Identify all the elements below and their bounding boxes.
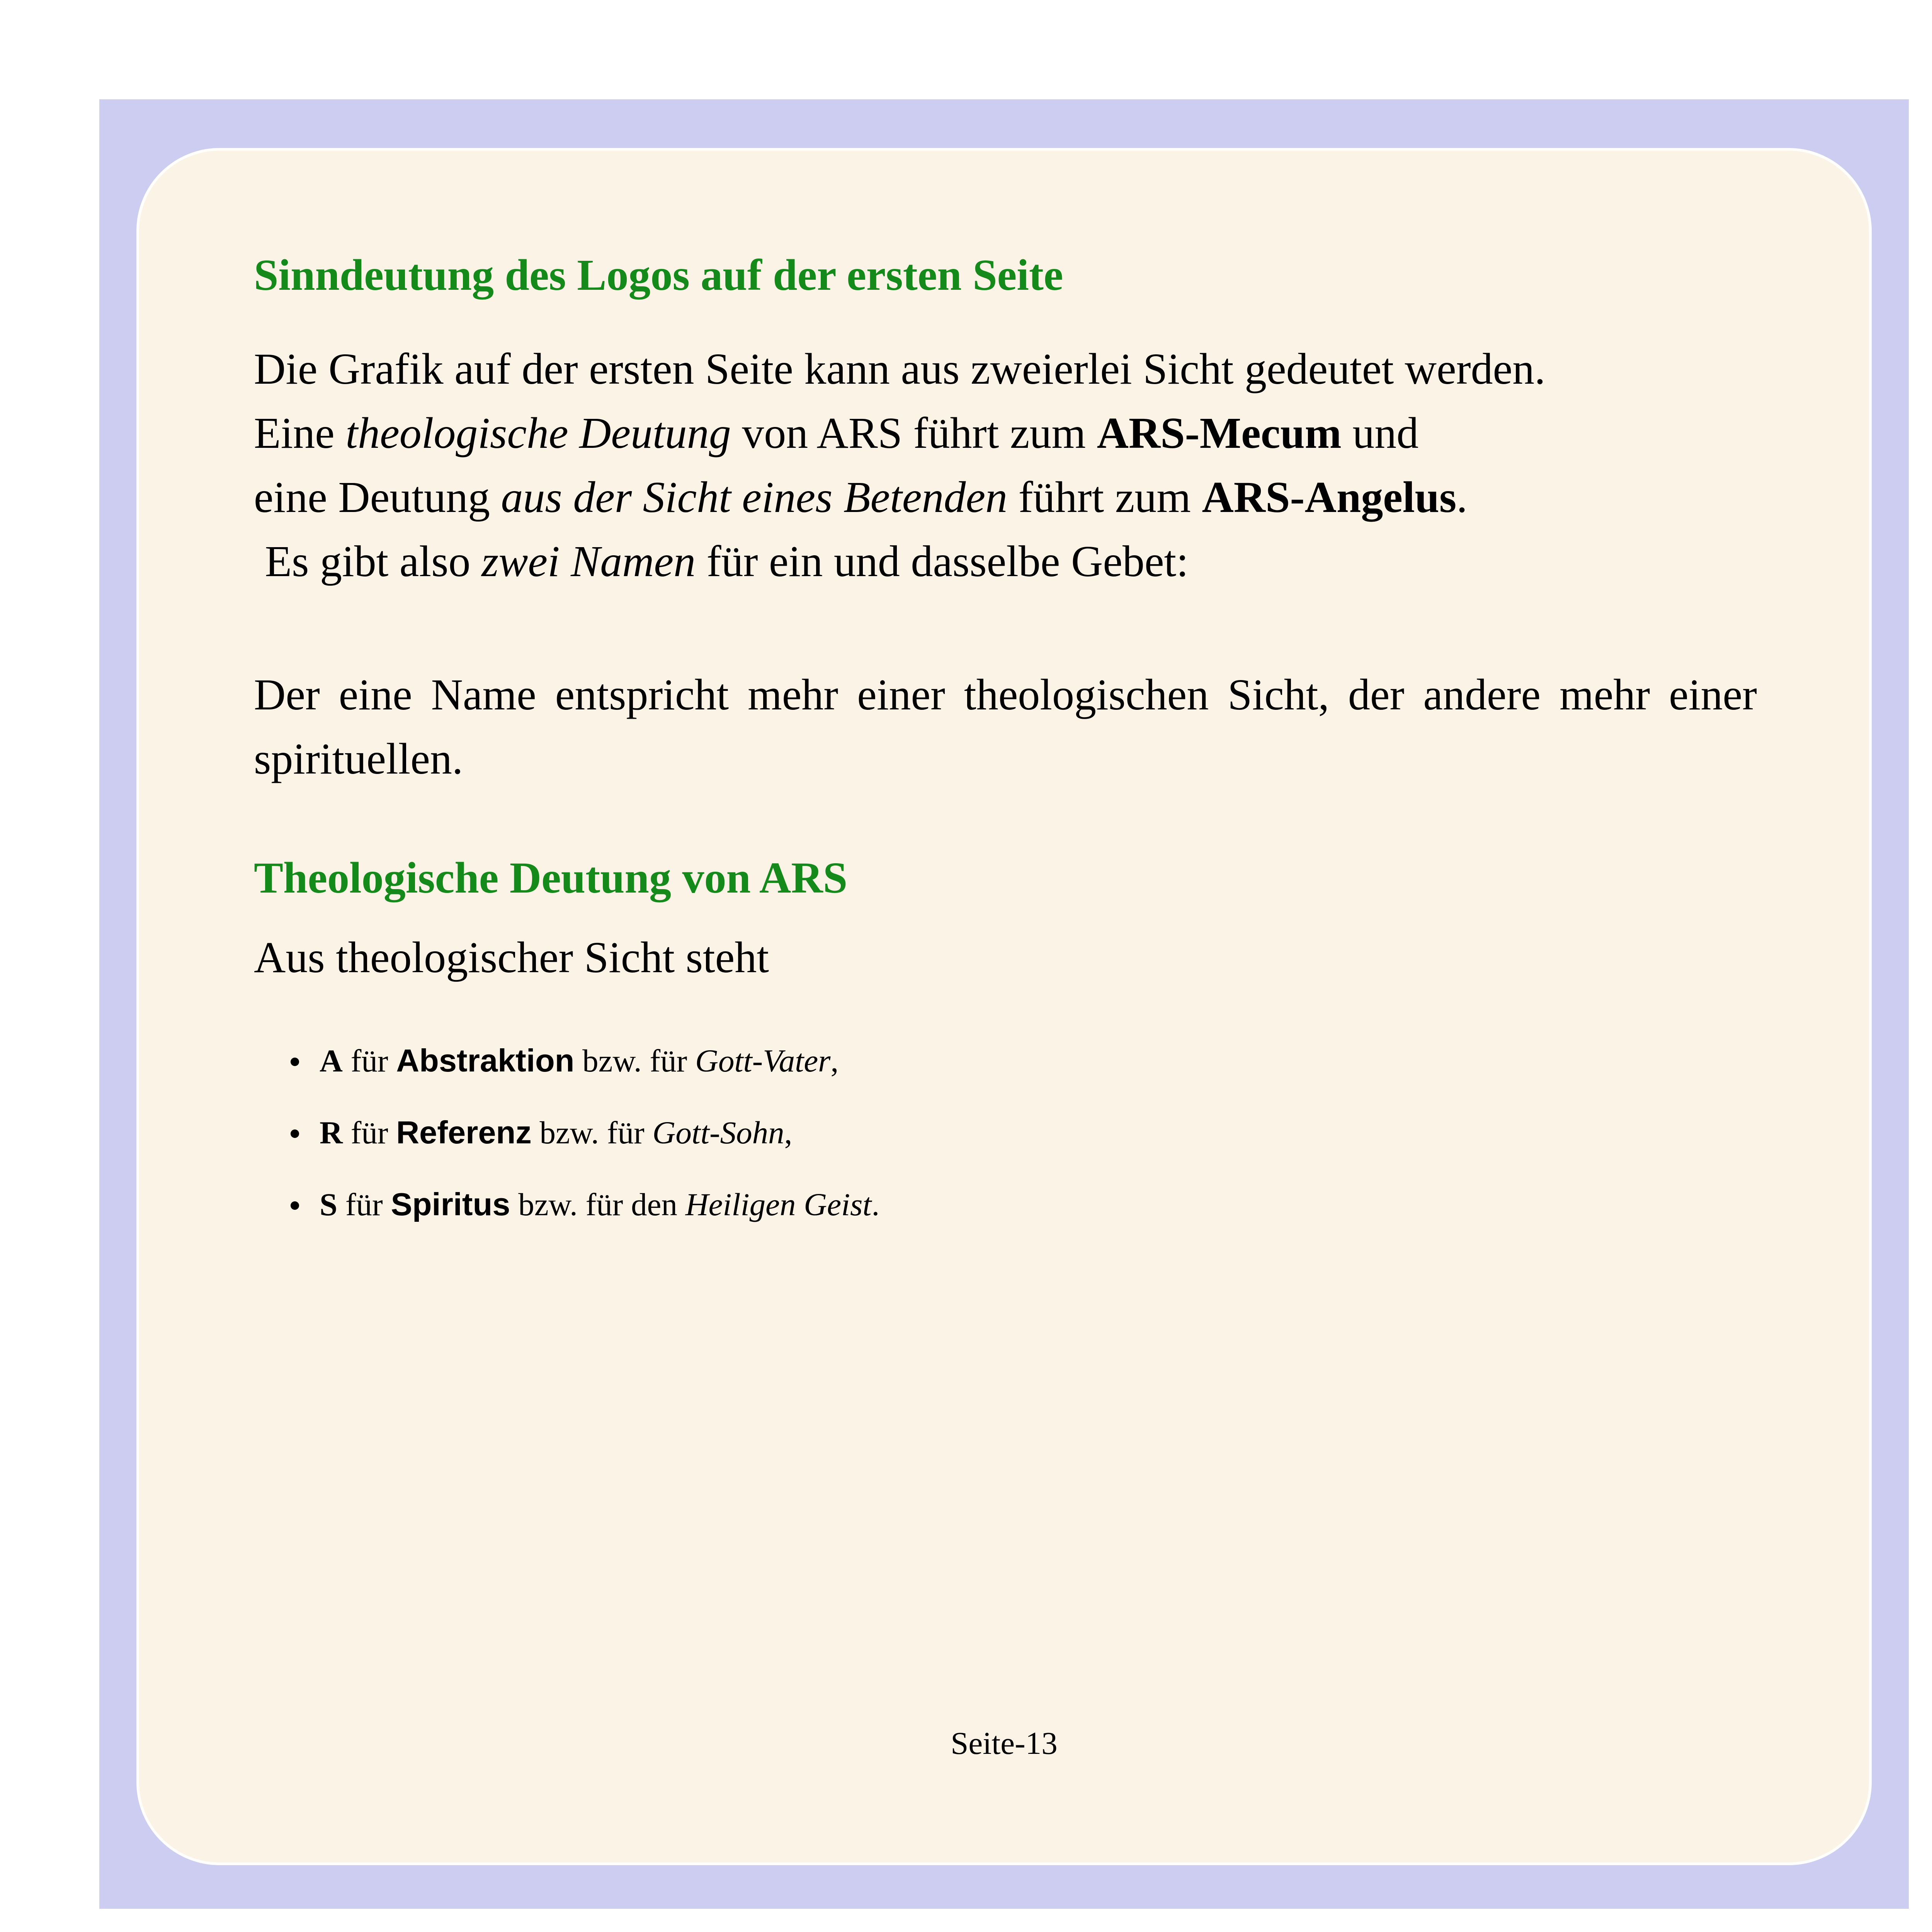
intro-paragraph [254, 337, 1757, 594]
intro-line-2: Eine theologische Deutung von ARS führt zum ARS-Mecum und [254, 408, 1419, 457]
lead-text: Aus theologischer Sicht steht [254, 933, 769, 982]
bullet-icon [291, 1201, 299, 1210]
intro-line-4: Es gibt also zwei Namen für ein und dasselbe Gebet: [254, 537, 1189, 586]
ars-angelus-label: ARS-Angelus [1202, 473, 1457, 522]
list-item-s: S für Spiritus bzw. für den Heiligen Geist. [291, 1185, 879, 1257]
bullet-icon [291, 1058, 299, 1066]
section-heading-sinndeutung: Sinndeutung des Logos auf der ersten Seite [254, 250, 1063, 299]
ars-meaning-list [291, 1041, 879, 1257]
intro-line-3: eine Deutung aus der Sicht eines Betenden führt zum ARS-Angelus. [254, 473, 1468, 522]
intro-line-1: Die Grafik auf der ersten Seite kann aus zweierlei Sicht gedeutet werden. [254, 344, 1546, 393]
page-number: Seite-13 [951, 1725, 1058, 1761]
list-item-a: A für Abstraktion bzw. für Gott-Vater, [291, 1041, 879, 1113]
ars-mecum-label: ARS-Mecum [1097, 408, 1342, 457]
names-paragraph: Der eine Name entspricht mehr einer theologischen Sicht, der andere mehr einer spirituellen. [254, 670, 1757, 783]
list-item-r: R für Referenz bzw. für Gott-Sohn, [291, 1113, 879, 1185]
section-heading-theologische-deutung: Theologische Deutung von ARS [254, 853, 848, 902]
bullet-icon [291, 1129, 299, 1138]
